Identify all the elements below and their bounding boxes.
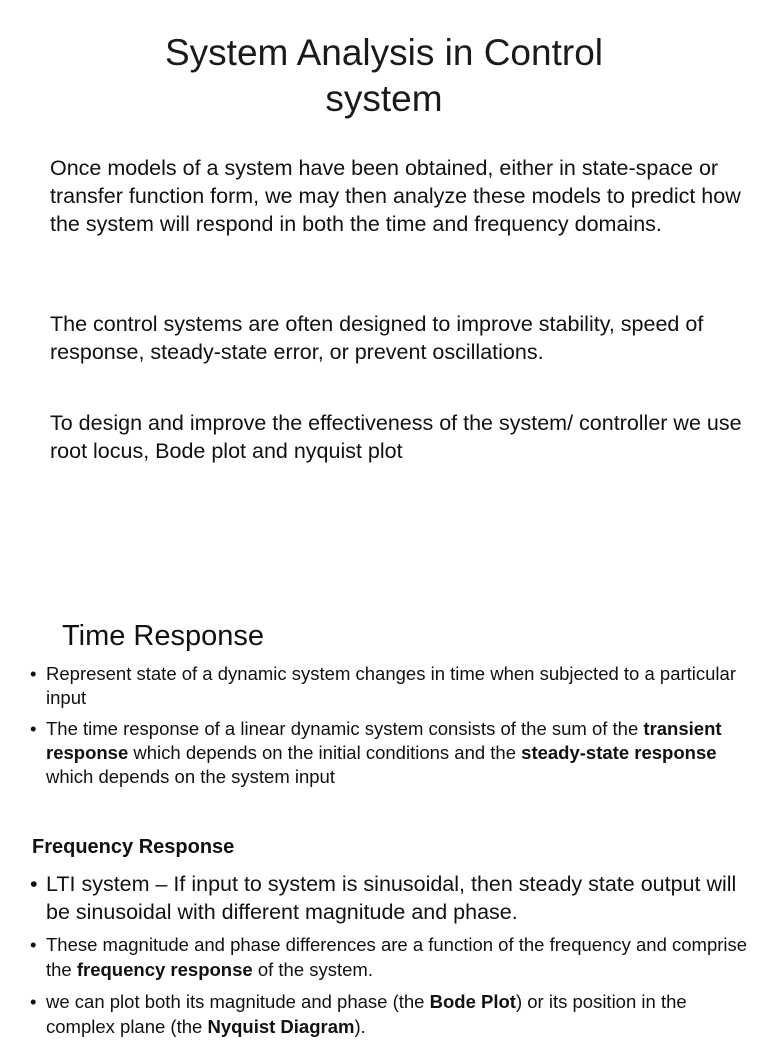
list-item [30, 717, 750, 789]
list-item [30, 989, 750, 1039]
list-item-text-mid: which depends on the initial conditions and the [128, 742, 522, 763]
page-title [0, 30, 768, 122]
list-item-text-post: which depends on the system input [46, 766, 335, 787]
frequency-response-list [30, 870, 750, 1046]
list-item-text-post: ). [354, 1016, 366, 1037]
time-response-heading: Time Response [62, 620, 265, 652]
title-line-1: System Analysis in Control [164, 32, 603, 73]
list-item-text-post: of the system. [252, 959, 373, 980]
list-item [30, 662, 750, 710]
term-nyquist-diagram: Nyquist Diagram [207, 1016, 355, 1037]
term-steady-state-response: steady-state response [521, 742, 717, 763]
frequency-response-heading: Frequency Response [32, 836, 235, 858]
term-bode-plot: Bode Plot [429, 991, 516, 1012]
term-transient-response: transient response [46, 718, 722, 763]
intro-paragraph-tools: To design and improve the effectiveness of the system/ controller we use root locus, Bode plot and nyquist plot [50, 411, 742, 463]
term-frequency-response: frequency response [76, 959, 253, 980]
list-item [30, 870, 750, 926]
list-item-text-mid: ) or its position in the complex plane (the [46, 991, 687, 1037]
bullet-glyph: • [30, 991, 37, 1012]
intro-paragraph-models: Once models of a system have been obtained, either in state-space or transfer function form, we may then analyze these models to predict how the system will respond in both the time and frequency domains. [50, 156, 741, 236]
intro-paragraph-design-goals: The control systems are often designed to improve stability, speed of response, steady-state error, or prevent oscillations. [50, 312, 704, 364]
bullet-glyph: • [30, 718, 37, 739]
list-item-text: Represent state of a dynamic system changes in time when subjected to a particular input [46, 663, 736, 708]
list-item-text: LTI system – If input to system is sinusoidal, then steady state output will be sinusoidal with different magnitude and phase. [46, 872, 737, 924]
list-item-text-pre: we can plot both its magnitude and phase (the [46, 991, 430, 1012]
list-item-text-pre: These magnitude and phase differences are a function of the frequency and comprise the [46, 934, 748, 980]
title-line-2: system [325, 78, 443, 119]
time-response-list [30, 662, 750, 796]
bullet-glyph: • [30, 663, 37, 684]
list-item-text-pre: The time response of a linear dynamic system consists of the sum of the [46, 718, 644, 739]
list-item [30, 932, 750, 982]
bullet-glyph: • [30, 872, 38, 896]
bullet-glyph: • [30, 934, 37, 955]
